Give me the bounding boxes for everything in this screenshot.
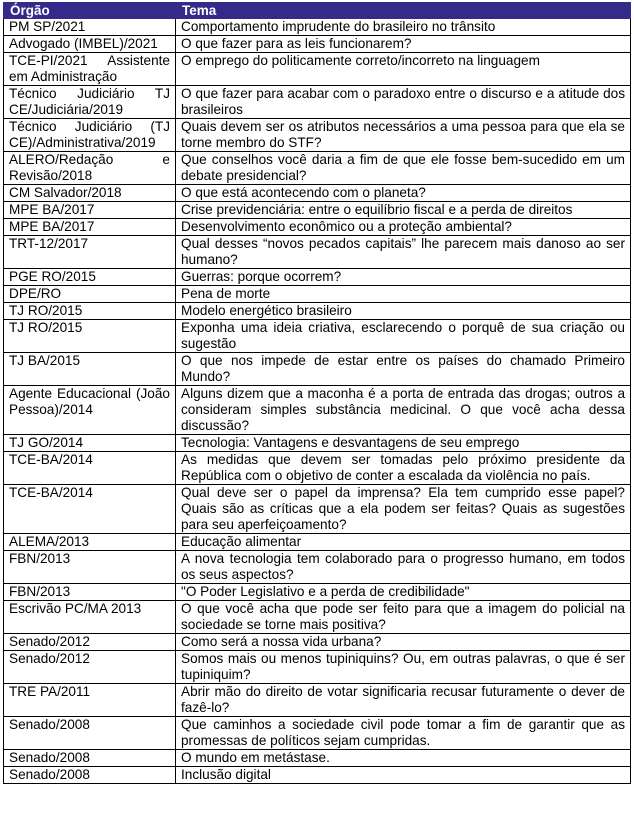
cell-tema: Comportamento imprudente do brasileiro no trânsito xyxy=(176,19,631,36)
cell-orgao: MPE BA/2017 xyxy=(4,202,176,219)
table-row xyxy=(4,767,631,784)
cell-tema: Quais devem ser os atributos necessários a uma pessoa para que ela se torne membro do STF? xyxy=(176,119,631,152)
table-row xyxy=(4,86,631,119)
cell-orgao: Agente Educacional (João Pessoa)/2014 xyxy=(4,386,176,435)
table-header-row xyxy=(4,3,631,19)
cell-tema: Como será a nossa vida urbana? xyxy=(176,634,631,651)
cell-tema: Pena de morte xyxy=(176,286,631,303)
cell-orgao: TJ RO/2015 xyxy=(4,320,176,353)
table-row xyxy=(4,651,631,684)
cell-orgao: Técnico Judiciário TJ CE/Judiciária/2019 xyxy=(4,86,176,119)
table-row xyxy=(4,303,631,320)
table-row xyxy=(4,269,631,286)
cell-tema: Alguns dizem que a maconha é a porta de entrada das drogas; outros a consideram simples substância medicinal. O que você acha dessa discussão? xyxy=(176,386,631,435)
cell-tema: O mundo em metástase. xyxy=(176,750,631,767)
cell-orgao: Escrivão PC/MA 2013 xyxy=(4,601,176,634)
header-tema: Tema xyxy=(176,3,631,19)
cell-orgao: CM Salvador/2018 xyxy=(4,185,176,202)
table-row xyxy=(4,219,631,236)
cell-tema: Somos mais ou menos tupiniquins? Ou, em outras palavras, o que é ser tupiniquim? xyxy=(176,651,631,684)
cell-orgao: MPE BA/2017 xyxy=(4,219,176,236)
table-row xyxy=(4,286,631,303)
table-row xyxy=(4,534,631,551)
cell-orgao: PM SP/2021 xyxy=(4,19,176,36)
cell-orgao: TCE-PI/2021 Assistente em Administração xyxy=(4,53,176,86)
cell-tema: Tecnologia: Vantagens e desvantagens de seu emprego xyxy=(176,435,631,452)
cell-orgao: FBN/2013 xyxy=(4,551,176,584)
cell-tema: A nova tecnologia tem colaborado para o progresso humano, em todos os seus aspectos? xyxy=(176,551,631,584)
cell-orgao: Senado/2012 xyxy=(4,634,176,651)
temas-table xyxy=(3,2,631,784)
table-row xyxy=(4,36,631,53)
cell-orgao: Senado/2008 xyxy=(4,767,176,784)
cell-orgao: TCE-BA/2014 xyxy=(4,452,176,485)
table-row xyxy=(4,717,631,750)
cell-orgao: Senado/2012 xyxy=(4,651,176,684)
table-row xyxy=(4,452,631,485)
cell-orgao: TJ RO/2015 xyxy=(4,303,176,320)
cell-tema: Educação alimentar xyxy=(176,534,631,551)
table-row xyxy=(4,353,631,386)
cell-tema: Que caminhos a sociedade civil pode tomar a fim de garantir que as promessas de políticos sejam cumpridas. xyxy=(176,717,631,750)
table-row xyxy=(4,320,631,353)
cell-orgao: ALEMA/2013 xyxy=(4,534,176,551)
cell-tema: O emprego do politicamente correto/incorreto na linguagem xyxy=(176,53,631,86)
cell-tema: "O Poder Legislativo e a perda de credibilidade" xyxy=(176,584,631,601)
cell-orgao: Senado/2008 xyxy=(4,750,176,767)
cell-orgao: Advogado (IMBEL)/2021 xyxy=(4,36,176,53)
table-row xyxy=(4,53,631,86)
cell-orgao: TCE-BA/2014 xyxy=(4,485,176,534)
cell-orgao: ALERO/Redação e Revisão/2018 xyxy=(4,152,176,185)
table-row xyxy=(4,119,631,152)
table-row xyxy=(4,750,631,767)
cell-orgao: TRT-12/2017 xyxy=(4,236,176,269)
header-orgao: Órgão xyxy=(4,3,176,19)
cell-tema: O que nos impede de estar entre os países do chamado Primeiro Mundo? xyxy=(176,353,631,386)
cell-orgao: FBN/2013 xyxy=(4,584,176,601)
table-row xyxy=(4,185,631,202)
cell-orgao: DPE/RO xyxy=(4,286,176,303)
cell-tema: As medidas que devem ser tomadas pelo próximo presidente da República com o objetivo de conter a escalada da violência no país. xyxy=(176,452,631,485)
table-row xyxy=(4,202,631,219)
cell-tema: Guerras: porque ocorrem? xyxy=(176,269,631,286)
table-row xyxy=(4,584,631,601)
cell-tema: Que conselhos você daria a fim de que ele fosse bem-sucedido em um debate presidencial? xyxy=(176,152,631,185)
cell-orgao: TJ GO/2014 xyxy=(4,435,176,452)
cell-tema: Qual deve ser o papel da imprensa? Ela tem cumprido esse papel? Quais são as críticas que a ela podem ser feitas? Quais as sugestões para seu aperfeiçoamento? xyxy=(176,485,631,534)
cell-tema: Exponha uma ideia criativa, esclarecendo o porquê de sua criação ou sugestão xyxy=(176,320,631,353)
cell-tema: Crise previdenciária: entre o equilíbrio fiscal e a perda de direitos xyxy=(176,202,631,219)
table-row xyxy=(4,19,631,36)
table-row xyxy=(4,435,631,452)
table-row xyxy=(4,634,631,651)
table-row xyxy=(4,485,631,534)
cell-orgao: TRE PA/2011 xyxy=(4,684,176,717)
cell-tema: O que você acha que pode ser feito para que a imagem do policial na sociedade se torne mais positiva? xyxy=(176,601,631,634)
cell-orgao: TJ BA/2015 xyxy=(4,353,176,386)
cell-tema: Modelo energético brasileiro xyxy=(176,303,631,320)
cell-tema: Abrir mão do direito de votar significaria recusar futuramente o dever de fazê-lo? xyxy=(176,684,631,717)
table-row xyxy=(4,684,631,717)
cell-tema: O que está acontecendo com o planeta? xyxy=(176,185,631,202)
cell-tema: O que fazer para as leis funcionarem? xyxy=(176,36,631,53)
cell-tema: O que fazer para acabar com o paradoxo entre o discurso e a atitude dos brasileiros xyxy=(176,86,631,119)
cell-tema: Inclusão digital xyxy=(176,767,631,784)
table-row xyxy=(4,551,631,584)
cell-tema: Desenvolvimento econômico ou a proteção ambiental? xyxy=(176,219,631,236)
cell-orgao: Senado/2008 xyxy=(4,717,176,750)
cell-tema: Qual desses “novos pecados capitais” lhe parecem mais danoso ao ser humano? xyxy=(176,236,631,269)
table-row xyxy=(4,236,631,269)
cell-orgao: Técnico Judiciário (TJ CE)/Administrativa/2019 xyxy=(4,119,176,152)
table-row xyxy=(4,601,631,634)
table-row xyxy=(4,386,631,435)
table-body xyxy=(4,19,631,784)
table-row xyxy=(4,152,631,185)
cell-orgao: PGE RO/2015 xyxy=(4,269,176,286)
